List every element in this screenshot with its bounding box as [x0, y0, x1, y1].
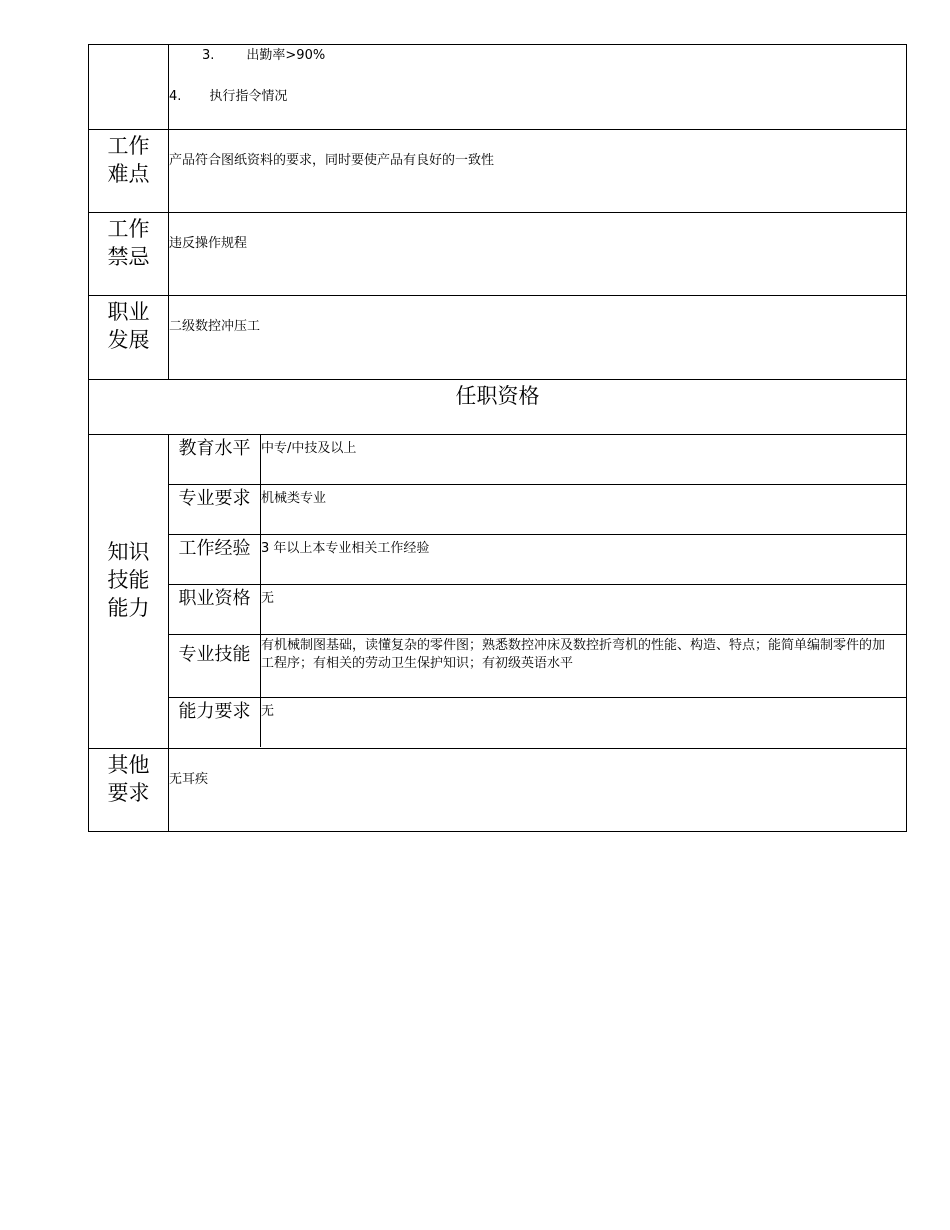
duties-continued-row: [88, 44, 907, 130]
qualification-section-title: 任职资格: [88, 380, 907, 435]
duty-text: 执行指令情况: [209, 89, 288, 104]
other-value: 无耳疾: [169, 772, 209, 787]
qual-row-value: 无: [261, 591, 275, 606]
qual-row-education: [169, 435, 906, 485]
qualification-block: [88, 435, 907, 749]
career-label: 职业发展: [89, 296, 169, 379]
qual-row-value: 机械类专业: [261, 491, 327, 506]
qual-row-value: 中专/中技及以上: [261, 441, 357, 456]
difficulty-value: 产品符合图纸资料的要求，同时要使产品有良好的一致性: [169, 153, 495, 168]
job-description-table: [88, 44, 907, 832]
difficulty-label: 工作难点: [89, 130, 169, 212]
duty-item-3: [202, 47, 325, 65]
qual-row-label: 专业要求: [169, 485, 261, 534]
other-row: [88, 749, 907, 832]
qual-row-label: 教育水平: [169, 435, 261, 484]
duty-item-4: [169, 88, 287, 106]
qual-row-label: 工作经验: [169, 535, 261, 584]
duty-number: 4.: [169, 89, 182, 104]
qual-row-label: 专业技能: [169, 635, 261, 697]
taboo-label: 工作禁忌: [89, 213, 169, 295]
qual-row-experience: [169, 535, 906, 585]
qual-row-certification: [169, 585, 906, 635]
qual-row-skills: [169, 635, 906, 698]
taboo-row: [88, 213, 907, 296]
taboo-value: 违反操作规程: [169, 236, 248, 251]
qual-row-value: 有机械制图基础，读懂复杂的零件图；熟悉数控冲床及数控折弯机的性能、构造、特点；能简单编制零件的加工程序；有相关的劳动卫生保护知识；有初级英语水平: [261, 638, 886, 671]
other-label: 其他要求: [89, 749, 169, 831]
qual-row-ability: [169, 698, 906, 747]
duties-label-cell: [89, 45, 169, 129]
qual-row-value: 3 年以上本专业相关工作经验: [261, 541, 430, 556]
qual-row-value: 无: [261, 704, 275, 719]
qual-row-label: 能力要求: [169, 698, 261, 747]
qual-row-major: [169, 485, 906, 535]
career-value: 二级数控冲压工: [169, 319, 261, 334]
difficulty-row: [88, 130, 907, 213]
duty-number: 3.: [202, 48, 215, 63]
career-row: [88, 296, 907, 380]
qual-row-label: 职业资格: [169, 585, 261, 634]
duty-text: 出勤率>90%: [246, 48, 326, 63]
qualification-label: 知识技能能力: [89, 435, 169, 748]
